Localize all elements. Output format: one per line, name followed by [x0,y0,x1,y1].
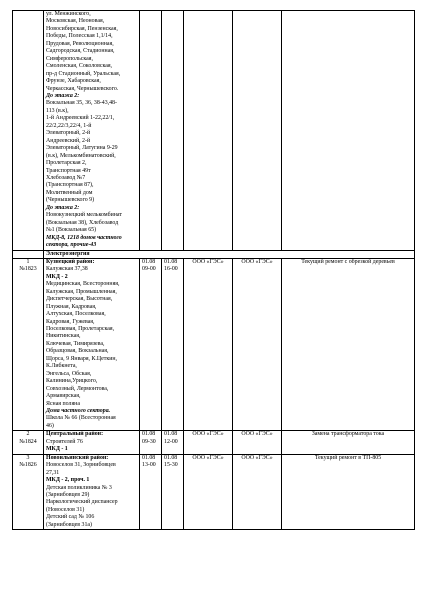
address-line: Ясная поляна [46,400,80,407]
cell-organization [184,454,233,530]
cell-addresses [44,454,140,530]
start-date: 01.08 [142,454,156,461]
address-line: 27,31 [46,469,60,476]
address-line: Армавирская, [46,393,81,400]
contractor-name: ООО «ГЭС» [241,431,273,438]
address-line: Фрунзе, Хабаровская, [46,78,101,85]
address-line: Детская поликлиника № 3 [46,484,112,491]
address-line: Новокузнецкий мелькомбинат [46,212,122,219]
address-line: Центральный район: [46,431,104,438]
address-line: Хлебозавод №7 [46,174,86,181]
address-line: МКД - 2, проч. 1 [46,477,90,484]
address-line: (Вокзальная 38), Хлебозавод [46,219,119,226]
address-line: Садгородская, Стадионная, [46,48,115,55]
address-line: Щорса, 9 Января, К.Цеткин, [46,355,117,362]
address-line: Черкасская, Чернышевского. [46,85,119,92]
cell-end [162,11,184,251]
cell-addresses [44,11,140,251]
address-line: Строителей 76 [46,438,83,445]
address-line: (Чернышевского 9) [46,197,95,204]
outage-row [13,454,415,530]
start-date: 01.08 [142,258,156,265]
address-line: К.Либкнета, [46,363,77,370]
address-line: сектора, прочие-43 [46,242,97,249]
cell-addresses [44,258,140,430]
address-line: Совхозный, Лермонтова, [46,385,109,392]
end-time: 15-30 [164,462,178,469]
cell-work [282,454,415,530]
address-line: До этажа 2: [46,92,80,99]
address-line: (Зарнибовцев 29) [46,492,90,498]
outage-row [13,431,415,454]
address-line: Элеваторный, 2-й [46,130,91,137]
continuation-row [13,11,415,251]
address-line: Пролетарская 2, [46,160,87,167]
request-id: №1823 [19,266,37,273]
address-line: Никитинская, [46,333,81,340]
cell-contractor [233,11,282,251]
address-line: (Транспортная 87), [46,182,94,189]
cell-addresses [44,431,140,454]
address-line: Симферопольская, [46,55,93,62]
address-line: Плужная, Кадровая, [46,303,97,310]
address-line: МКД - 1 [46,446,68,453]
cell-contractor [233,258,282,430]
address-line: Новоселов 31, Зорнибовцев [46,462,116,469]
cell-number [13,11,44,251]
address-line: Образцовая, Вокзальная, [46,348,109,355]
request-id: №1826 [19,462,37,469]
cell-organization [184,258,233,430]
address-line: 113 (в.к), [46,107,69,114]
address-line: 46) [46,422,54,429]
cell-end [162,431,184,454]
address-line: Победы, Полесская 1,1/14, [46,33,113,40]
section-title: Электроэнергия [44,250,415,258]
end-time: 16-00 [164,266,178,273]
address-line: 1-й Андреевский 1-22,22/1, [46,115,115,122]
address-line: Транспортная 49т [46,167,91,174]
cell-start [140,454,162,530]
cell-number [13,258,44,430]
cell-work [282,258,415,430]
address-line: Прудовая, Революционная, [46,40,114,47]
cell-number [13,431,44,454]
cell-end [162,258,184,430]
address-line: 22/2,22/3,22/4, 1-й [46,122,92,129]
address-line: Диспетчерская, Высотная, [46,296,113,303]
cell-start [140,11,162,251]
address-line: Вокзальная 35, 36, 38-43,48- [46,100,117,107]
end-date: 01.08 [164,454,178,461]
address-line: Детский сад № 106 [46,514,95,521]
address-line: Элеваторный, Латугина 9-29 [46,145,118,152]
row-number: 1 [26,258,30,265]
address-line: Калинина,Урицкого, [46,378,98,385]
address-line: Московская, Неоновая, [46,18,105,25]
cell-start [140,258,162,430]
cell-number [13,454,44,530]
cell-end [162,454,184,530]
address-line: МКД - 2 [46,273,68,280]
address-line: Энгельса, Обская, [46,370,92,377]
cell-contractor [233,454,282,530]
cell-number [13,250,44,258]
cell-work [282,431,415,454]
start-date: 01.08 [142,431,156,438]
end-time: 12-00 [164,438,178,445]
address-line: Смоленская, Соколовская, [46,63,113,70]
section-row [13,250,415,258]
end-date: 01.08 [164,431,178,438]
cell-start [140,431,162,454]
address-line: Алтухская, Поселковая, [46,311,106,318]
contractor-name: ООО «ГЭС» [241,258,273,265]
cell-organization [184,431,233,454]
start-time: 13-00 [142,462,156,469]
address-line: (Зарнибовцев 31а) [46,521,92,528]
cell-contractor [233,431,282,454]
address-line: Молитвенный дом [46,189,93,196]
start-time: 09-00 [142,266,156,273]
address-line: Калужская 37,38 [46,266,88,273]
organization-name: ООО «ГЭС» [192,431,224,438]
organization-name: ООО «ГЭС» [192,454,224,461]
work-description: Замена трансформатора тока [311,431,385,438]
address-line: Поселковая, Пролетарская, [46,326,115,333]
address-line: До этажа 2: [46,204,80,211]
request-id: №1824 [19,438,37,445]
work-description: Текущий ремонт в ТП-805 [314,454,382,461]
address-line: Новоильинский район: [46,454,109,461]
address-line: Андреевский, 2-й [46,137,91,144]
address-line: №1 (Вокзальная 65) [46,227,97,234]
address-line: Ключевая, Тимирязева, [46,340,105,347]
address-line: Калужская, Промышленная, [46,288,117,295]
address-line: Наркологический диспансер [46,499,118,506]
outage-row [13,258,415,430]
organization-name: ООО «ГЭС» [192,258,224,265]
work-description: Текущий ремонт с обрезкой деревьев [301,258,395,265]
start-time: 09-30 [142,438,156,445]
address-line: Медицинская, Всесторонняя, [46,281,120,288]
row-number: 3 [26,454,30,461]
address-line: пр-д Стадионный, Уральская, [46,70,121,77]
address-line: МКД-8, 1218 домов частного [46,234,122,241]
row-number: 2 [26,431,30,438]
cell-organization [184,11,233,251]
address-line: (Новоселов 31) [46,506,85,513]
address-line: Кузнецкий район: [46,258,95,265]
address-line: (в.к), Мелькомбинатовский, [46,152,116,159]
address-line: ул. Менжинского, [46,11,91,17]
address-line: Школа № 66 (Всесторонная [46,415,116,422]
end-date: 01.08 [164,258,178,265]
address-line: Дома частного сектора. [46,408,111,415]
address-line: Новосибирская, Пензенская, [46,25,118,32]
outage-schedule-table [12,10,415,530]
contractor-name: ООО «ГЭС» [241,454,273,461]
cell-work [282,11,415,251]
outage-table-body [13,11,415,530]
address-line: Кадровая, Гужевая, [46,318,95,325]
